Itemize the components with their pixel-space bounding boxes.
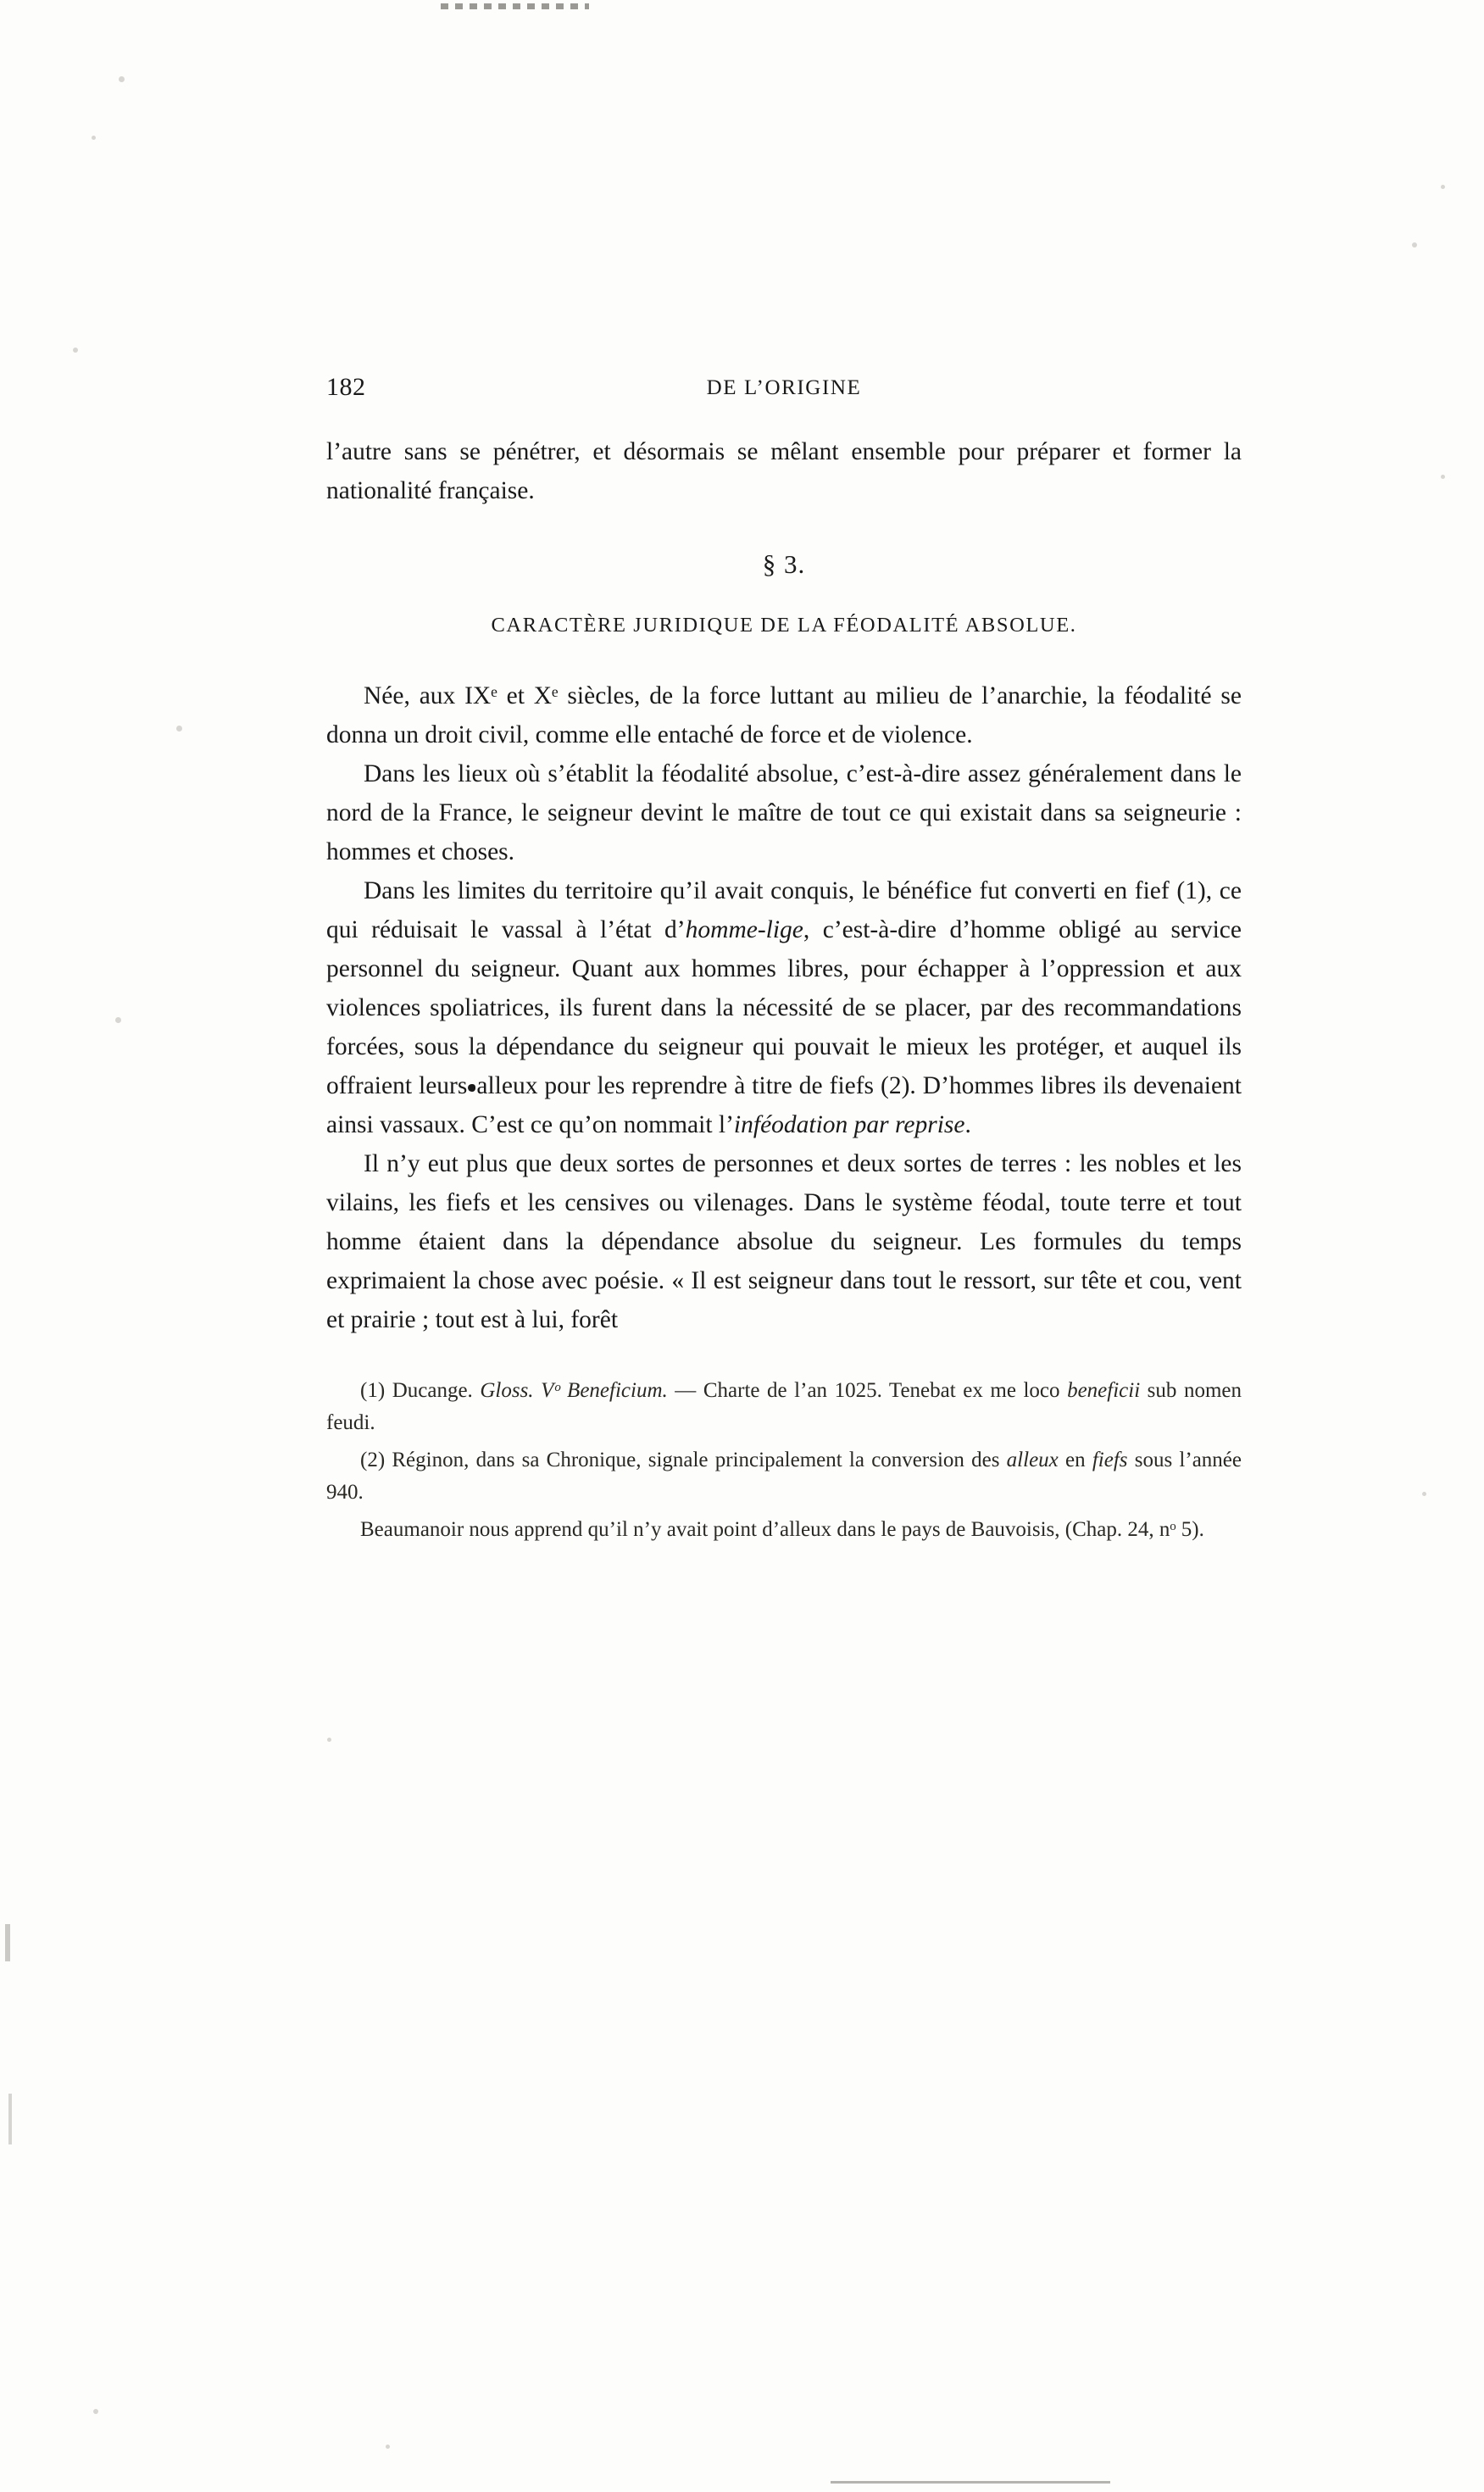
scan-artifact-bottom xyxy=(831,2481,1110,2484)
page-speck xyxy=(176,726,182,731)
term-infeodation-par-reprise: inféodation par reprise xyxy=(733,1111,965,1138)
footnote-1-part1: (1) Ducange. xyxy=(360,1379,481,1402)
footnotes-block xyxy=(326,1375,1242,1546)
page-speck xyxy=(327,1738,331,1742)
footnote-1-part2: — Charte de l’an 1025. Tenebat ex me loco xyxy=(667,1379,1068,1402)
footnote-1-italic1: Gloss. Vᵒ Beneficium. xyxy=(480,1379,668,1402)
section-mark: § 3. xyxy=(762,549,806,579)
footnote-2-part2: en xyxy=(1058,1449,1092,1471)
footnote-1 xyxy=(326,1375,1242,1439)
footnote-2-part1: (2) Réginon, dans sa Chronique, signale principalement la conversion des xyxy=(360,1449,1007,1471)
scan-artifact-top xyxy=(441,3,589,9)
ink-blot-mark xyxy=(468,1084,475,1092)
section-title: CARACTÈRE JURIDIQUE DE LA FÉODALITÉ ABSOLUE. xyxy=(491,614,1077,637)
paragraph-3-part4: . xyxy=(964,1111,971,1138)
paragraph-1: Née, aux IXᵉ et Xᵉ siècles, de la force luttant au milieu de l’anarchie, la féodalité se donna un droit civil, comme elle entaché de force et de violence. xyxy=(326,682,1242,748)
paragraph-4: Il n’y eut plus que deux sortes de personnes et deux sortes de terres : les nobles et les vilains, les fiefs et les censives ou vilenages. Dans le système féodal, toute terre et tout homme étaient dans la dépendance absolue du seigneur. Les formules du temps exprimaient la chose avec poésie. « Il est seigneur dans tout le ressort, sur tête et cou, vent et prairie ; tout est à lui, forêt xyxy=(326,1150,1242,1333)
footnote-3-text: Beaumanoir nous apprend qu’il n’y avait point d’alleux dans le pays de Bauvoisis, (Chap. 24, nᵒ 5). xyxy=(360,1518,1204,1541)
footnote-2-part3: sous l’année 940. xyxy=(326,1449,1242,1504)
page-speck xyxy=(73,348,78,353)
footnote-1-part3: sub nomen feudi. xyxy=(326,1379,1242,1434)
scan-artifact-left-lower xyxy=(8,2094,12,2144)
paragraph-3-part2: , c’est-à-dire d’homme obligé au service personnel du seigneur. Quant aux hommes libres, pour échapper à l’oppression et aux violences spoliatrices, ils furent dans la nécessité de se placer, par des recommandations forcées, sous la dépendance du seigneur qui pouvait le mieux les protéger, et auquel ils offraient leurs xyxy=(326,916,1242,1099)
footnote-2 xyxy=(326,1444,1242,1509)
running-head: DE L’ORIGINE xyxy=(706,376,862,399)
page-speck xyxy=(1422,1492,1426,1496)
page-speck xyxy=(119,76,125,82)
page-speck xyxy=(93,2409,98,2414)
paragraph-continuation: l’autre sans se pénétrer, et désormais se mêlant ensemble pour préparer et former la nationalité française. xyxy=(326,438,1242,504)
page-speck xyxy=(1441,185,1445,189)
page-speck xyxy=(1412,242,1417,248)
paragraph-3-part3: alleux pour les reprendre à titre de fiefs (2). D’hommes libres ils devenaient ainsi vassaux. C’est ce qu’on nommait l’ xyxy=(326,1072,1242,1138)
footnote-2-italic2: fiefs xyxy=(1092,1449,1128,1471)
term-homme-lige: homme-lige xyxy=(685,916,803,943)
paragraph-2: Dans les lieux où s’établit la féodalité absolue, c’est-à-dire assez généralement dans le nord de la France, le seigneur devint le maître de tout ce qui existait dans sa seigneurie : hommes et choses. xyxy=(326,760,1242,865)
footnote-2-italic1: alleux xyxy=(1006,1449,1059,1471)
paragraph-3 xyxy=(326,871,1242,1144)
folio-number: 182 xyxy=(326,373,366,401)
page-speck xyxy=(115,1017,121,1023)
paragraph-3-part1: Dans les limites du territoire qu’il avait conquis, le bénéfice fut converti en fief (1), ce qui réduisait le vassal à l’état d’ xyxy=(326,877,1242,943)
page-text-column xyxy=(326,373,1242,1551)
page-header xyxy=(326,373,1242,412)
page-speck xyxy=(1441,475,1445,479)
page-speck xyxy=(92,136,96,140)
scan-artifact-left xyxy=(5,1924,10,1961)
page-speck xyxy=(386,2445,390,2449)
footnote-1-italic2: beneficii xyxy=(1067,1379,1141,1402)
footnote-3 xyxy=(326,1514,1242,1546)
